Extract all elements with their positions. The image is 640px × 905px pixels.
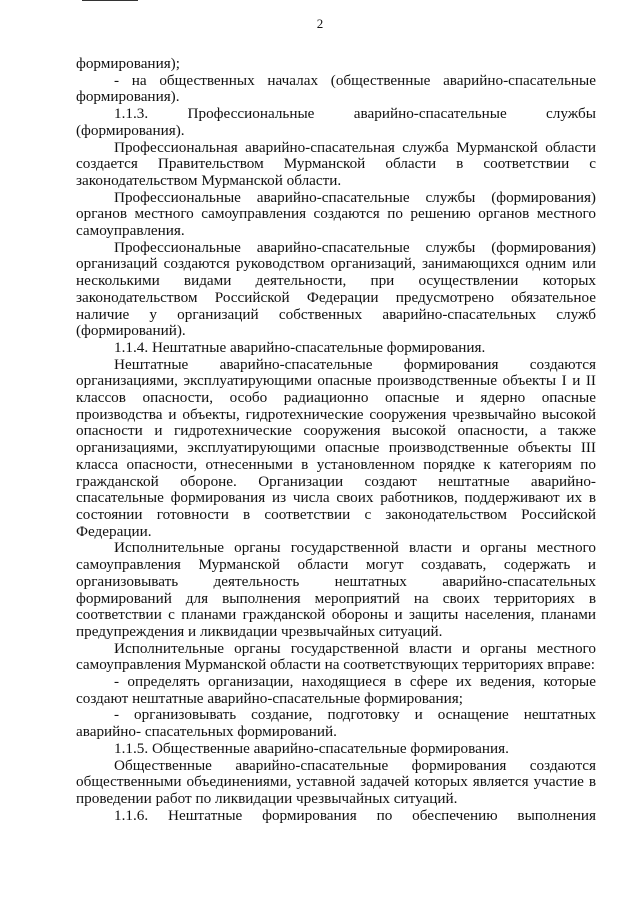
paragraph: Профессиональная аварийно-спасательная служба Мурманской области создается Правительством Мурманской области в соответствии с законодательством Мурманской области. [76, 138, 596, 189]
list-item: - определять организации, находящиеся в сфере их ведения, которые создают нештатные аварийно-спасательные формирования; [76, 673, 596, 707]
section-heading-1-1-6: 1.1.6. Нештатные формирования по обеспечению выполнения [114, 806, 596, 824]
page-number: 2 [316, 16, 324, 31]
paragraph-continuation: формирования); [76, 55, 180, 72]
paragraph: Профессиональные аварийно-спасательные службы (формирования) органов местного самоуправления создаются по решению органов местного самоуправления. [76, 188, 596, 240]
header-rule [82, 0, 138, 1]
paragraph: Исполнительные органы государственной власти и органы местного самоуправления Мурманской области могут создавать, содержать и организовывать деятельность нештатных аварийно-спасательных формирований для выполнения мероприятий на своих территориях в соответствии с планами гражданской обороны и защиты населения, планами предупреждения и ликвидации чрезвычайных ситуаций. [76, 539, 596, 640]
list-item: - организовывать создание, подготовку и оснащение нештатных аварийно- спасательных формирований. [76, 706, 596, 741]
paragraph: Нештатные аварийно-спасательные формирования создаются организациями, эксплуатирующими опасные производственные объекты I и II классов опасности, особо радиационно опасные и ядерно опасные производства и объекты, гидротехнические сооружения чрезвычайно высокой опасности и гидротехнические сооружения высокой опасности, а также организациями, эксплуатирующими опасные производственные объекты III класса опасности, отнесенными в установленном порядке к категориям по гражданской обороне. Организации создают нештатные аварийно-спасательные формирования из числа своих работников, поддерживают их в состоянии готовности в соответствии с законодательством Российской Федерации. [76, 355, 596, 540]
paragraph: Профессиональные аварийно-спасательные службы (формирования) организаций создаются руководством организаций, занимающихся одним или несколькими видами деятельности, при осуществлении которых законодательством Российской Федерации предусмотрено обязательное наличие у организаций собственных аварийно-спасательных служб (формирований). [76, 238, 596, 340]
list-item-public-formations: - на общественных началах (общественные аварийно-спасательные формирования). [76, 71, 596, 106]
paragraph: Исполнительные органы государственной власти и органы местного самоуправления Мурманской области на соответствующих территориях вправе: [76, 639, 596, 674]
section-heading-1-1-3: 1.1.3. Профессиональные аварийно-спасательные службы (формирования). [76, 105, 596, 139]
section-heading-1-1-4: 1.1.4. Нештатные аварийно-спасательные формирования. [114, 338, 486, 356]
paragraph: Общественные аварийно-спасательные формирования создаются общественными объединениями, уставной задачей которых является участие в проведении работ по ликвидации чрезвычайных ситуаций. [76, 756, 596, 807]
document-body [76, 56, 596, 824]
section-heading-1-1-5: 1.1.5. Общественные аварийно-спасательные формирования. [114, 739, 509, 757]
